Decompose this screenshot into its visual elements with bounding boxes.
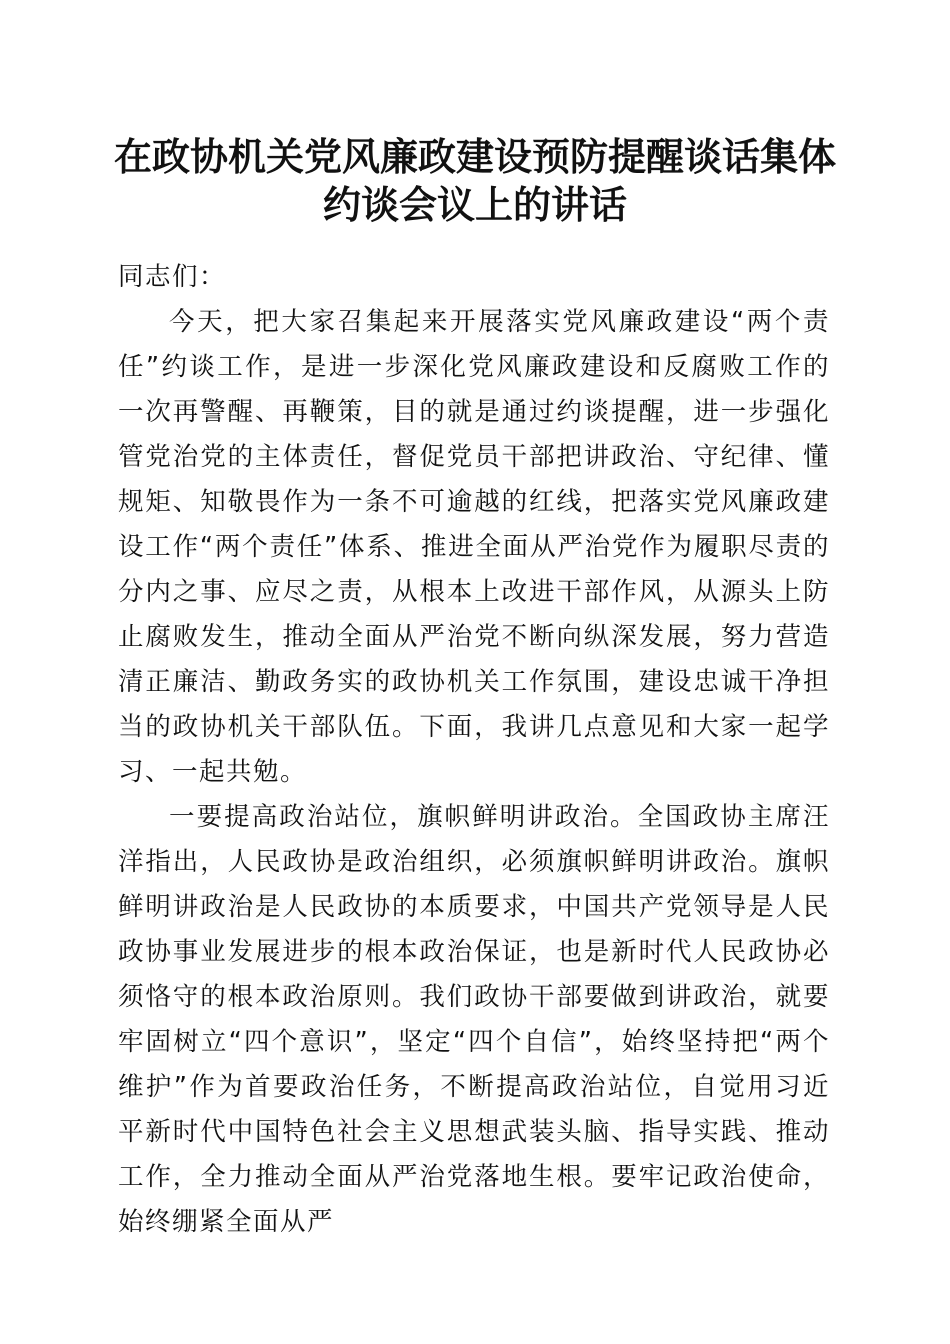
paragraph-point-one: 一要提高政治站位，旗帜鲜明讲政治。全国政协主席汪洋指出，人民政协是政治组织，必须旗帜鲜明讲政治。旗帜鲜明讲政治是人民政协的本质要求，中国共产党领导是人民政协事业发展进步的根本政治保证，也是新时代人民政协必须恪守的根本政治原则。我们政协干部要做到讲政治，就要牢固树立“四个意识”，坚定“四个自信”，始终坚持把“两个维护”作为首要政治任务，不断提高政治站位，自觉用习近平新时代中国特色社会主义思想武装头脑、指导实践、推动工作，全力推动全面从严治党落地生根。要牢记政治使命，始终绷紧全面从严 [118, 802, 830, 1237]
paragraph-intro: 今天，把大家召集起来开展落实党风廉政建设“两个责任”约谈工作，是进一步深化党风廉政建设和反腐败工作的一次再警醒、再鞭策，目的就是通过约谈提醒，进一步强化管党治党的主体责任，督促党员干部把讲政治、守纪律、懂规矩、知敬畏作为一条不可逾越的红线，把落实党风廉政建设工作“两个责任”体系、推进全面从严治党作为履职尽责的分内之事、应尽之责，从根本上改进干部作风，从源头上防止腐败发生，推动全面从严治党不断向纵深发展，努力营造清正廉洁、勤政务实的政协机关工作氛围，建设忠诚干净担当的政协机关干部队伍。下面，我讲几点意见和大家一起学习、一起共勉。 [118, 307, 830, 787]
salutation: 同志们： [118, 262, 227, 292]
document-body [118, 255, 830, 1245]
document-title: 在政协机关党风廉政建设预防提醒谈话集体约谈会议上的讲话 [113, 134, 836, 227]
